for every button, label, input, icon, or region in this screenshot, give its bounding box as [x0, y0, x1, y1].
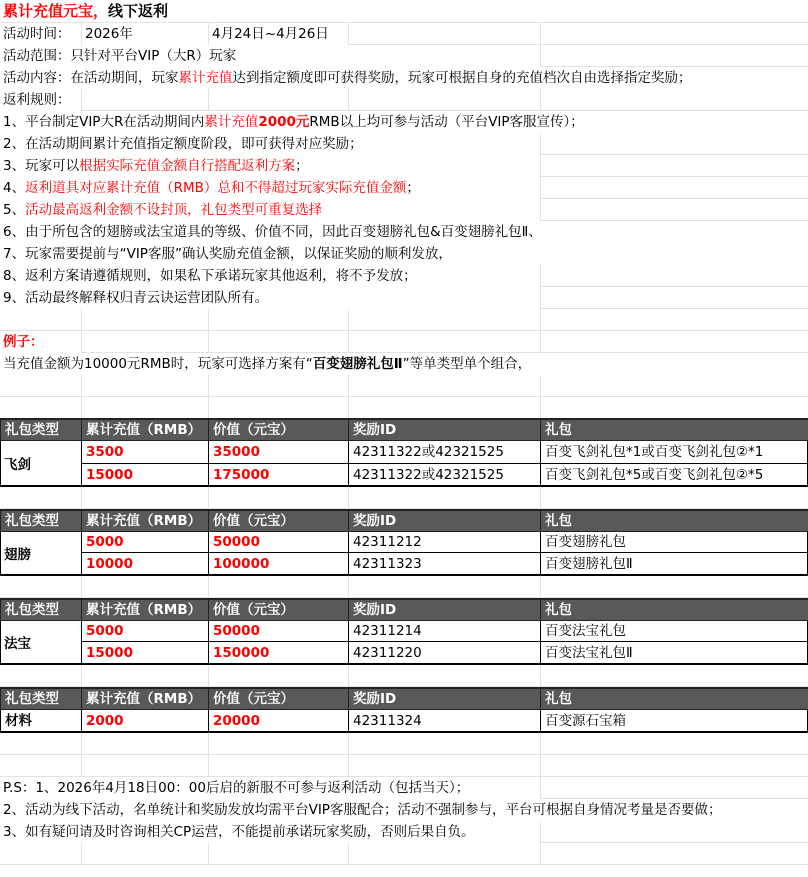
table-row	[0, 441, 808, 464]
rmb-cell[interactable]: 15000	[81, 642, 208, 664]
header-type[interactable]: 礼包类型	[0, 600, 81, 621]
rule-8-row	[0, 265, 808, 287]
example-bold: 百变翅膀礼包Ⅱ	[312, 356, 403, 372]
header-id[interactable]: 奖励ID	[348, 420, 540, 441]
rule-6[interactable]: 6、由于所包含的翅膀或法宝道具的等级、价值不同，因此百变翅膀礼包&百变翅膀礼包Ⅱ、	[0, 221, 808, 243]
rule-9-row	[0, 287, 808, 309]
id-cell[interactable]: 42311220	[348, 642, 540, 664]
gift-table-flying-sword	[0, 418, 808, 487]
ps-3-row	[0, 821, 808, 843]
table-body	[0, 621, 808, 665]
empty-row	[0, 397, 808, 418]
header-rmb[interactable]: 累计充值（RMB）	[81, 600, 208, 621]
rule-4-prefix: 4、	[3, 180, 26, 196]
example-text-row	[0, 353, 808, 375]
rule-1-row	[0, 111, 808, 133]
type-cell[interactable]: 材料	[0, 710, 81, 732]
pack-cell[interactable]: 百变法宝礼包Ⅱ	[540, 642, 808, 664]
content-row	[0, 67, 808, 89]
header-yuanbao[interactable]: 价值（元宝）	[208, 600, 348, 621]
rule-4[interactable]	[0, 177, 540, 199]
gift-table-wings	[0, 509, 808, 576]
header-yuanbao[interactable]: 价值（元宝）	[208, 420, 348, 441]
title-row	[0, 0, 808, 23]
empty-row	[0, 576, 808, 598]
table-body	[0, 710, 808, 733]
empty-row	[0, 375, 808, 397]
rule-1-suffix: RMB以上均可参与活动（平台VIP客服宣传）；	[309, 114, 584, 130]
type-cell[interactable]: 法宝	[0, 621, 81, 665]
rule-1-red-bold: 2000元	[258, 114, 310, 130]
pack-cell[interactable]: 百变翅膀礼包Ⅱ	[540, 553, 808, 575]
rule-5-row	[0, 199, 808, 221]
rmb-cell[interactable]: 15000	[81, 464, 208, 486]
id-cell[interactable]: 42311322或42321525	[348, 441, 540, 463]
gift-table-magic-treasure	[0, 598, 808, 665]
table-row	[0, 464, 808, 487]
table-body	[0, 532, 808, 576]
example-prefix: 当充值金额为10000元RMB时，玩家可选择方案有“	[3, 356, 313, 372]
table-header	[0, 509, 808, 532]
example-heading-row	[0, 331, 808, 353]
empty-row	[0, 665, 808, 687]
empty-row	[0, 843, 808, 865]
rule-9[interactable]: 9、活动最终解释权归青云诀运营团队所有。	[0, 287, 540, 309]
rule-3-red: 根据实际充值金额自行搭配返利方案	[79, 158, 296, 174]
rule-4-row	[0, 177, 808, 199]
gift-table-materials	[0, 687, 808, 733]
yuanbao-cell[interactable]: 20000	[208, 710, 348, 732]
example-text[interactable]	[0, 353, 808, 375]
rule-4-red: 返利道具对应累计充值（RMB）总和不得超过玩家实际充值金额	[25, 180, 407, 196]
header-id[interactable]: 奖励ID	[348, 600, 540, 621]
id-cell[interactable]: 42311324	[348, 710, 540, 732]
title-black: 线下返利	[108, 2, 169, 20]
rule-3-suffix: ；	[295, 158, 309, 174]
content-text[interactable]	[0, 67, 808, 89]
title-red: 累计充值元宝，	[3, 2, 109, 20]
rmb-cell[interactable]: 5000	[81, 532, 208, 552]
table-row	[0, 710, 808, 733]
page-title[interactable]	[0, 0, 808, 22]
header-id[interactable]: 奖励ID	[348, 511, 540, 532]
empty-row	[0, 733, 808, 755]
pack-cell[interactable]: 百变源石宝箱	[540, 710, 808, 732]
example-heading[interactable]: 例子：	[0, 331, 81, 353]
header-type[interactable]: 礼包类型	[0, 689, 81, 710]
ps-1-row	[0, 777, 808, 799]
header-rmb[interactable]: 累计充值（RMB）	[81, 689, 208, 710]
ps-2-row	[0, 799, 808, 821]
rule-2-row	[0, 133, 808, 155]
table-row	[0, 642, 808, 665]
table-row	[0, 553, 808, 576]
table-header	[0, 687, 808, 710]
pack-cell[interactable]: 百变法宝礼包	[540, 621, 808, 641]
header-rmb[interactable]: 累计充值（RMB）	[81, 511, 208, 532]
yuanbao-cell[interactable]: 150000	[208, 642, 348, 664]
table-body	[0, 441, 808, 487]
time-row	[0, 23, 808, 45]
header-pack[interactable]: 礼包	[540, 420, 808, 441]
pack-cell[interactable]: 百变翅膀礼包	[540, 532, 808, 552]
rule-4-suffix: ；	[406, 180, 420, 196]
yuanbao-cell[interactable]: 50000	[208, 621, 348, 641]
rule-2[interactable]: 2、在活动期间累计充值指定额度阶段，即可获得对应奖励；	[0, 133, 540, 155]
table-header	[0, 598, 808, 621]
empty-row	[0, 487, 808, 509]
rule-3[interactable]	[0, 155, 540, 177]
time-year[interactable]: 2026年	[82, 23, 208, 45]
pack-cell[interactable]: 百变飞剑礼包*5或百变飞剑礼包②*5	[540, 464, 808, 486]
table-row	[0, 532, 808, 553]
type-cell[interactable]: 飞剑	[0, 441, 81, 487]
yuanbao-cell[interactable]: 50000	[208, 532, 348, 552]
rule-5-prefix: 5、	[3, 202, 26, 218]
table-row	[0, 621, 808, 642]
header-id[interactable]: 奖励ID	[348, 689, 540, 710]
yuanbao-cell[interactable]: 175000	[208, 464, 348, 486]
header-pack[interactable]: 礼包	[540, 600, 808, 621]
id-cell[interactable]: 42311214	[348, 621, 540, 641]
yuanbao-cell[interactable]: 100000	[208, 553, 348, 575]
header-yuanbao[interactable]: 价值（元宝）	[208, 511, 348, 532]
content-prefix: 活动内容：在活动期间，玩家	[3, 70, 179, 86]
ps-2[interactable]: 2、活动为线下活动，名单统计和奖励发放均需平台VIP客服配合；活动不强制参与，平台可根据自身情况考量是否要做；	[0, 799, 808, 821]
rule-1-red: 累计充值	[204, 114, 259, 130]
rule-1-prefix: 1、平台制定VIP大R在活动期间内	[3, 114, 205, 130]
ps-1[interactable]: P.S：1、2026年4月18日00：00后启的新服不可参与返利活动（包括当天）；	[0, 777, 540, 799]
id-cell[interactable]: 42311212	[348, 532, 540, 552]
time-label[interactable]: 活动时间：	[0, 23, 81, 45]
rmb-cell[interactable]: 2000	[81, 710, 208, 732]
pack-cell[interactable]: 百变飞剑礼包*1或百变飞剑礼包②*1	[540, 441, 808, 463]
rule-3-prefix: 3、玩家可以	[3, 158, 80, 174]
content-suffix: 达到指定额度即可获得奖励，玩家可根据自身的充值档次自由选择指定奖励；	[232, 70, 692, 86]
empty-row	[0, 755, 808, 777]
id-cell[interactable]: 42311323	[348, 553, 540, 575]
scope-row	[0, 45, 808, 67]
type-cell[interactable]: 翅膀	[0, 532, 81, 576]
rule-8[interactable]: 8、返利方案请遵循规则，如果私下承诺玩家其他返利，将不予发放；	[0, 265, 540, 287]
rmb-cell[interactable]: 5000	[81, 621, 208, 641]
rule-1[interactable]	[0, 111, 808, 133]
rule-3-row	[0, 155, 808, 177]
header-pack[interactable]: 礼包	[540, 511, 808, 532]
header-type[interactable]: 礼包类型	[0, 420, 81, 441]
ps-3[interactable]: 3、如有疑问请及时咨询相关CP运营，不能提前承诺玩家奖励，否则后果自负。	[0, 821, 540, 843]
header-yuanbao[interactable]: 价值（元宝）	[208, 689, 348, 710]
rule-7-row	[0, 243, 808, 265]
rmb-cell[interactable]: 3500	[81, 441, 208, 463]
rules-heading[interactable]: 返利规则：	[0, 89, 81, 111]
rule-7[interactable]: 7、玩家需要提前与“VIP客服”确认奖励充值金额，以保证奖励的顺利发放，	[0, 243, 808, 265]
scope-text[interactable]: 活动范围：只针对平台VIP（大R）玩家	[0, 45, 540, 67]
rule-5[interactable]	[0, 199, 540, 221]
header-pack[interactable]: 礼包	[540, 689, 808, 710]
empty-row	[0, 309, 808, 331]
rule-5-red: 活动最高返利金额不设封顶，礼包类型可重复选择	[25, 202, 323, 218]
rmb-cell[interactable]: 10000	[81, 553, 208, 575]
id-cell[interactable]: 42311322或42321525	[348, 464, 540, 486]
example-suffix: ”等单类型单个组合，	[402, 356, 532, 372]
rule-6-row	[0, 221, 808, 243]
rules-heading-row	[0, 89, 808, 111]
content-red: 累计充值	[178, 70, 233, 86]
header-type[interactable]: 礼包类型	[0, 511, 81, 532]
table-header	[0, 418, 808, 441]
yuanbao-cell[interactable]: 35000	[208, 441, 348, 463]
header-rmb[interactable]: 累计充值（RMB）	[81, 420, 208, 441]
time-range[interactable]: 4月24日~4月26日	[209, 23, 348, 45]
